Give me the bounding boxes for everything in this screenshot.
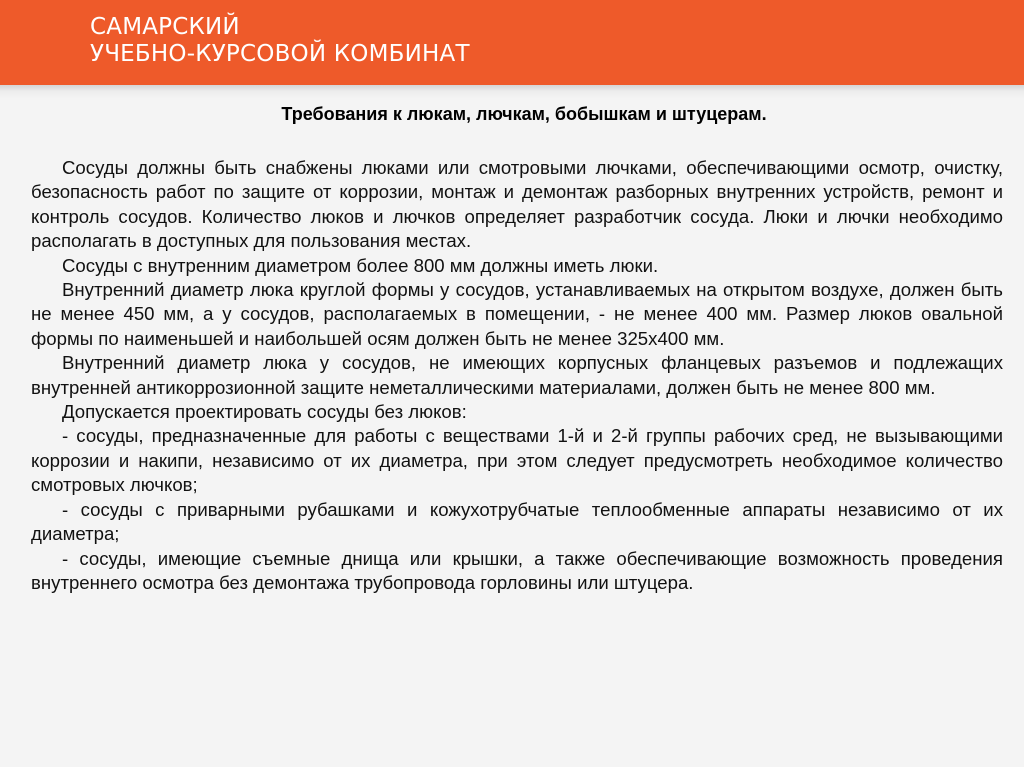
paragraph: Сосуды с внутренним диаметром более 800 мм должны иметь люки. [62,254,659,276]
paragraph: Внутренний диаметр люка у сосудов, не имеющих корпусных фланцевых разъемов и подлежащих внутренней антикоррозионной защите неметаллическими материалами, должен быть не менее 800 мм. [31,352,1003,398]
list-item: - сосуды, предназначенные для работы с веществами 1-й и 2-й группы рабочих сред, не вызывающими коррозии и накипи, независимо от их диаметра, при этом следует предусмотреть необходимое количество смотровых лючков; [31,425,1003,496]
list-item: - сосуды, имеющие съемные днища или крышки, а также обеспечивающие возможность проведения внутреннего осмотра без демонтажа трубопровода горловины или штуцера. [31,547,1003,593]
document-title: Требования к люкам, лючкам, бобышкам и штуцерам. [281,104,767,124]
paragraph: Сосуды должны быть снабжены люками или смотровыми лючками, обеспечивающими осмотр, очистку, безопасность работ по защите от коррозии, монтаж и демонтаж разборных внутренних устройств, ремонт и контроль сосудов. Количество люков и лючков определяет разработчик сосуда. Люки и лючки необходимо располагать в доступных для пользования местах. [31,157,1003,252]
organization-name-line2: УЧЕБНО-КУРСОВОЙ КОМБИНАТ [90,41,470,67]
organization-logo-text [90,14,470,68]
paragraph: Допускается проектировать сосуды без люков: [62,401,467,423]
organization-name-line1: САМАРСКИЙ [90,14,240,40]
paragraph: Внутренний диаметр люка круглой формы у сосудов, устанавливаемых на открытом воздухе, должен быть не менее 450 мм, а у сосудов, располагаемых в помещении, - не менее 400 мм. Размер люков овальной формы по наименьшей и наибольшей осям должен быть не менее 325х400 мм. [31,279,1003,349]
document-body [31,156,1003,595]
header-bar [0,0,1024,85]
list-item: - сосуды с приварными рубашками и кожухотрубчатые теплообменные аппараты независимо от их диаметра; [31,498,1003,545]
